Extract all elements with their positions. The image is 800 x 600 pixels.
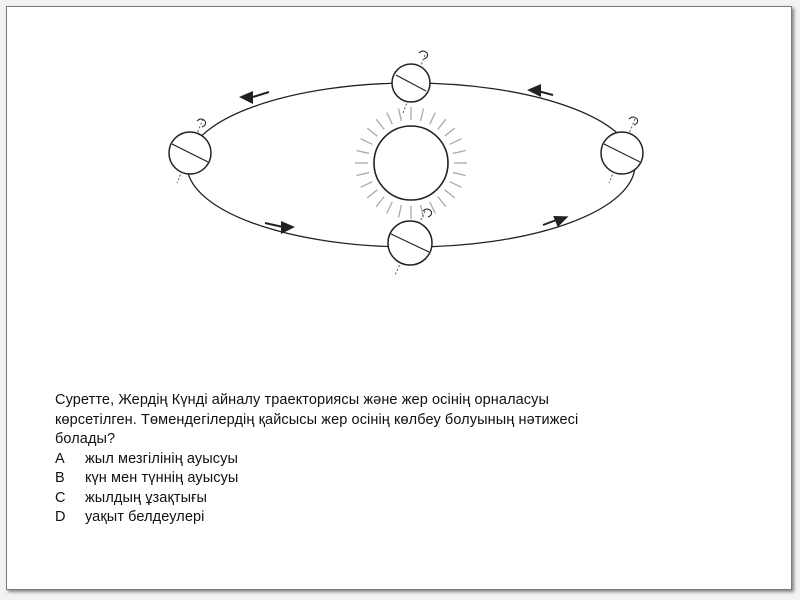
earth-top-icon <box>392 51 430 113</box>
earth-right-icon <box>601 117 643 183</box>
question-block <box>55 391 755 528</box>
sun-ray <box>387 113 393 125</box>
option-b-text: күн мен түннің ауысуы <box>85 470 239 486</box>
earth-bottom-icon <box>388 209 432 275</box>
option-c-text: жылдың ұзақтығы <box>85 489 208 506</box>
option-d[interactable] <box>55 508 755 528</box>
orbit-arrow-bottom-right <box>543 211 571 227</box>
sun-ray <box>430 113 436 125</box>
sun-ray <box>438 197 446 207</box>
sun-ray <box>356 151 369 154</box>
option-a-letter: A <box>55 450 65 467</box>
sun-ray <box>376 197 384 207</box>
sun-ray <box>445 190 455 198</box>
sun-ray <box>376 119 384 129</box>
sun-ray <box>367 128 377 136</box>
sun-ray <box>438 119 446 129</box>
sun-ray <box>450 182 462 188</box>
sun-ray <box>356 173 369 176</box>
orbit-diagram <box>7 7 791 377</box>
option-c[interactable] <box>55 489 755 509</box>
slide <box>6 6 792 590</box>
option-d-letter: D <box>55 509 66 525</box>
option-a-text: жыл мезгілінің ауысуы <box>85 450 239 467</box>
sun-ray <box>399 205 402 218</box>
sun-ray <box>453 173 466 176</box>
option-b[interactable] <box>55 469 755 489</box>
earth-left-icon <box>169 119 211 183</box>
question-line-1: Суретте, Жердің Күнді айналу траекториясы және жер осінің орналасуы <box>55 392 550 408</box>
sun-icon <box>355 107 467 219</box>
sun-ray <box>421 108 424 121</box>
option-a[interactable] <box>55 450 755 470</box>
option-c-letter: C <box>55 489 66 506</box>
sun-ray <box>361 139 373 145</box>
orbit-arrow-top-left <box>239 91 269 104</box>
sun-ray <box>367 190 377 198</box>
sun-ray <box>399 108 402 121</box>
sun-ray <box>445 128 455 136</box>
sun-ray <box>450 139 462 145</box>
sun-ray <box>453 151 466 154</box>
option-d-text: уақыт белдеулері <box>85 509 205 525</box>
sun-ray <box>361 182 373 188</box>
question-line-3: болады? <box>55 431 116 447</box>
question-line-2: көрсетілген. Төмендегілердің қайсысы жер осінің көлбеу болуының нәтижесі <box>55 411 579 428</box>
sun-ray <box>430 202 436 214</box>
option-b-letter: B <box>55 470 65 486</box>
sun-ray <box>387 202 393 214</box>
